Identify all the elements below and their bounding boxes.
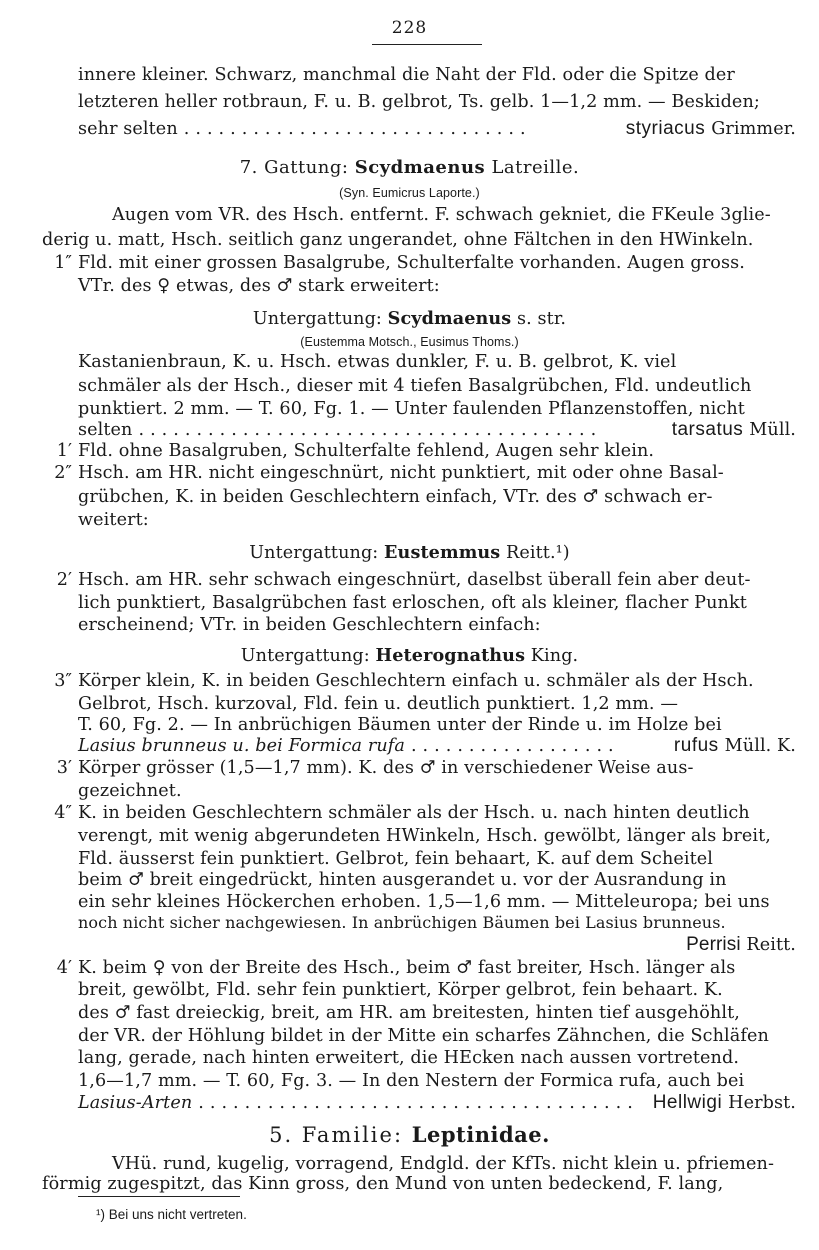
- species-name: Hellwigi: [652, 1092, 723, 1113]
- text-line: lang, gerade, nach hinten erweitert, die HEcken nach aussen vortretend.: [78, 1048, 740, 1068]
- family-heading: 5. Familie: Leptinidae.: [269, 1122, 550, 1147]
- text-line: innere kleiner. Schwarz, manchmal die Naht der Fld. oder die Spitze der: [78, 65, 735, 85]
- text-line: K. in beiden Geschlechtern schmäler als der Hsch. u. nach hinten deutlich: [78, 803, 750, 823]
- header-rule: [372, 44, 482, 45]
- text-line: Fld. äusserst fein punktiert. Gelbrot, fein behaart, K. auf dem Scheitel: [78, 849, 714, 869]
- text-line: Hsch. am HR. nicht eingeschnürt, nicht punktiert, mit oder ohne Basal-: [78, 463, 724, 483]
- subgenus-heading: Untergattung: Scydmaenus s. str.: [252, 308, 567, 329]
- species-author: Reitt.: [746, 935, 796, 955]
- species-name: tarsatus: [671, 419, 744, 440]
- text-line: Körper klein, K. in beiden Geschlechtern einfach u. schmäler als der Hsch.: [78, 671, 754, 691]
- text-line: grübchen, K. in beiden Geschlechtern einfach, VTr. des ♂ schwach er-: [78, 487, 713, 507]
- synonym-note: (Syn. Eumicrus Laporte.): [339, 186, 480, 200]
- text-line: Fld. ohne Basalgruben, Schulterfalte fehlend, Augen sehr klein.: [78, 441, 655, 461]
- text-line: weitert:: [78, 510, 149, 530]
- page-number: 228: [391, 18, 428, 38]
- key-marker: 1″: [54, 253, 72, 273]
- key-marker: 3″: [54, 671, 72, 691]
- subgenus-heading: Untergattung: Heterognathus King.: [240, 645, 579, 666]
- text-line: punktiert. 2 mm. — T. 60, Fg. 1. — Unter faulenden Pflanzenstoffen, nicht: [78, 399, 745, 419]
- species-line: [686, 934, 796, 956]
- key-marker: 1′: [56, 441, 72, 461]
- text-line: förmig zugespitzt, das Kinn gross, den Mund von unten bedeckend, F. lang,: [42, 1174, 724, 1194]
- text-line: lich punktiert, Basalgrübchen fast erloschen, oft als kleiner, flacher Punkt: [78, 593, 747, 613]
- text-line: gezeichnet.: [78, 781, 182, 801]
- species-author: Müll. K.: [724, 736, 796, 756]
- species-name: styriacus: [625, 118, 706, 139]
- text-line: T. 60, Fg. 2. — In anbrüchigen Bäumen unter der Rinde u. im Holze bei: [78, 715, 722, 735]
- text-line: Fld. mit einer grossen Basalgrube, Schulterfalte vorhanden. Augen gross.: [78, 253, 745, 273]
- text-line: schmäler als der Hsch., dieser mit 4 tiefen Basalgrübchen, Fld. undeutlich: [78, 376, 752, 396]
- key-marker: 3′: [56, 758, 72, 778]
- species-name: rufus: [673, 735, 719, 756]
- synonym-note: (Eustemma Motsch., Eusimus Thoms.): [300, 335, 519, 349]
- text-line: Gelbrot, Hsch. kurzoval, Fld. fein u. deutlich punktiert. 1,2 mm. —: [78, 694, 679, 714]
- key-marker: 2′: [56, 570, 72, 590]
- text-line: VHü. rund, kugelig, vorragend, Endgld. der KfTs. nicht klein u. pfriemen-: [112, 1154, 774, 1174]
- key-marker: 2″: [54, 463, 72, 483]
- text-line: der VR. der Höhlung bildet in der Mitte ein scharfes Zähnchen, die Schläfen: [78, 1026, 769, 1046]
- text-line: Körper grösser (1,5—1,7 mm). K. des ♂ in verschiedener Weise aus-: [78, 758, 694, 778]
- species-line: sehr selten .............................. styriacus Grimmer.: [78, 118, 796, 139]
- footnote: ¹) Bei uns nicht vertreten.: [96, 1207, 247, 1222]
- text-line: derig u. matt, Hsch. seitlich ganz ungerandet, ohne Fältchen in den HWinkeln.: [42, 230, 754, 250]
- species-author: Grimmer.: [711, 119, 796, 139]
- text-line: K. beim ♀ von der Breite des Hsch., beim ♂ fast breiter, Hsch. länger als: [78, 958, 736, 978]
- key-marker: 4′: [56, 958, 72, 978]
- text-line: noch nicht sicher nachgewiesen. In anbrüchigen Bäumen bei Lasius brunneus.: [78, 913, 726, 932]
- species-author: Müll.: [749, 420, 796, 440]
- species-name: Perrisi: [686, 934, 741, 955]
- text-line: Kastanienbraun, K. u. Hsch. etwas dunkler, F. u. B. gelbrot, K. viel: [78, 352, 677, 372]
- text-line: des ♂ fast dreieckig, breit, am HR. am breitesten, hinten tief ausgehöhlt,: [78, 1003, 740, 1023]
- text-line: breit, gewölbt, Fld. sehr fein punktiert, Körper gelbrot, fein behaart. K.: [78, 980, 723, 1000]
- text-line: 1,6—1,7 mm. — T. 60, Fg. 3. — In den Nestern der Formica rufa, auch bei: [78, 1071, 745, 1091]
- species-line: Lasius brunneus u. bei Formica rufa .................. rufus Müll. K.: [78, 735, 796, 756]
- text-line: Hsch. am HR. sehr schwach eingeschnürt, daselbst überall fein aber deut-: [78, 570, 751, 590]
- footnote-rule: [78, 1196, 240, 1197]
- text-line: beim ♂ breit eingedrückt, hinten ausgerandet u. vor der Ausrandung in: [78, 870, 727, 890]
- text-line: letzteren heller rotbraun, F. u. B. gelbrot, Ts. gelb. 1—1,2 mm. — Beskiden;: [78, 92, 760, 112]
- subgenus-heading: Untergattung: Eustemmus Reitt.¹): [249, 542, 570, 563]
- species-line: selten ........................................ tarsatus Müll.: [78, 419, 796, 440]
- text-line: verengt, mit wenig abgerundeten HWinkeln, Hsch. gewölbt, länger als breit,: [78, 826, 771, 846]
- key-marker: 4″: [54, 803, 72, 823]
- text-line: erscheinend; VTr. in beiden Geschlechtern einfach:: [78, 615, 541, 635]
- species-author: Herbst.: [728, 1093, 796, 1113]
- genus-heading: 7. Gattung: Scydmaenus Latreille.: [239, 157, 580, 178]
- text-line: ein sehr kleines Höckerchen erhoben. 1,5—1,6 mm. — Mitteleuropa; bei uns: [78, 892, 770, 912]
- text-line: Augen vom VR. des Hsch. entfernt. F. schwach gekniet, die FKeule 3glie-: [112, 205, 771, 225]
- species-line: Lasius-Arten ...................................... Hellwigi Herbst.: [78, 1092, 796, 1113]
- text-line: VTr. des ♀ etwas, des ♂ stark erweitert:: [78, 276, 440, 296]
